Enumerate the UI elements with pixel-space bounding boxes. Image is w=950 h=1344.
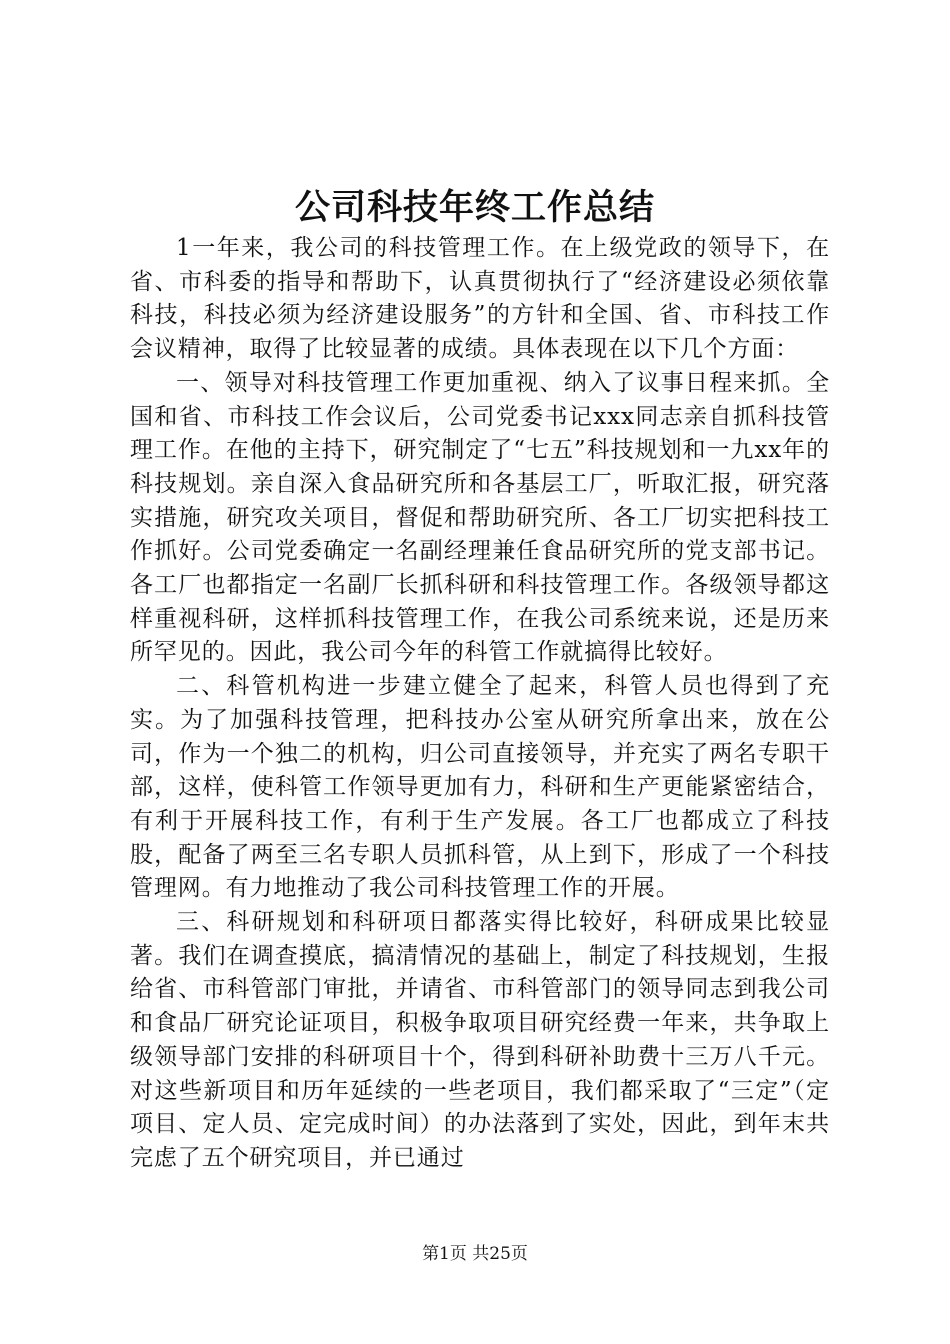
paragraph-section-1: 一、领导对科技管理工作更加重视、纳入了议事日程来抓。全国和省、市科技工作会议后，公司党委书记xxx同志亲自抓科技管理工作。在他的主持下，研究制定了“七五”科技规划和一九xx年的科技规划。亲自深入食品研究所和各基层工厂，听取汇报，研究落实措施，研究攻关项目，督促和帮助研究所、各工厂切实把科技工作抓好。公司党委确定一名副经理兼任食品研究所的党支部书记。各工厂也都指定一名副厂长抓科研和科技管理工作。各级领导都这样重视科研，这样抓科技管理工作，在我公司系统来说，还是历来所罕见的。因此，我公司今年的科管工作就搞得比较好。 — [130, 369, 830, 666]
document-title: 公司科技年终工作总结 — [294, 187, 655, 228]
paragraph-intro: 1一年来，我公司的科技管理工作。在上级党政的领导下，在省、市科委的指导和帮助下，认真贯彻执行了“经济建设必须依靠科技，科技必须为经济建设服务”的方针和全国、省、市科技工作会议精神，取得了比较显著的成绩。具体表现在以下几个方面： — [130, 235, 830, 363]
document-body — [130, 232, 830, 1176]
page-number-footer: 第1页 共25页 — [422, 1244, 528, 1264]
paragraph-section-2: 二、科管机构进一步建立健全了起来，科管人员也得到了充实。为了加强科技管理，把科技办公室从研究所拿出来，放在公司，作为一个独二的机构，归公司直接领导，并充实了两名专职干部，这样，使科管工作领导更加有力，科研和生产更能紧密结合，有利于开展科技工作，有利于生产发展。各工厂也都成立了科技股，配备了两至三名专职人员抓科管，从上到下，形成了一个科技管理网。有力地推动了我公司科技管理工作的开展。 — [130, 673, 830, 902]
paragraph-section-3: 三、科研规划和科研项日都落实得比较好，科研成果比较显著。我们在调查摸底，搞清情况的基础上，制定了科技规划，生报给省、市科管部门审批，并请省、市科管部门的领导同志到我公司和食品厂研究论证项目，积极争取项目研究经费一年来，共争取上级领导部门安排的科研项目十个，得到科研补助费十三万八千元。对这些新项目和历年延续的一些老项目，我们都采取了“三定”（定项目、定人员、定完成时间）的办法落到了实处，因此，到年末共完虑了五个研究项目，并已通过 — [130, 909, 830, 1171]
